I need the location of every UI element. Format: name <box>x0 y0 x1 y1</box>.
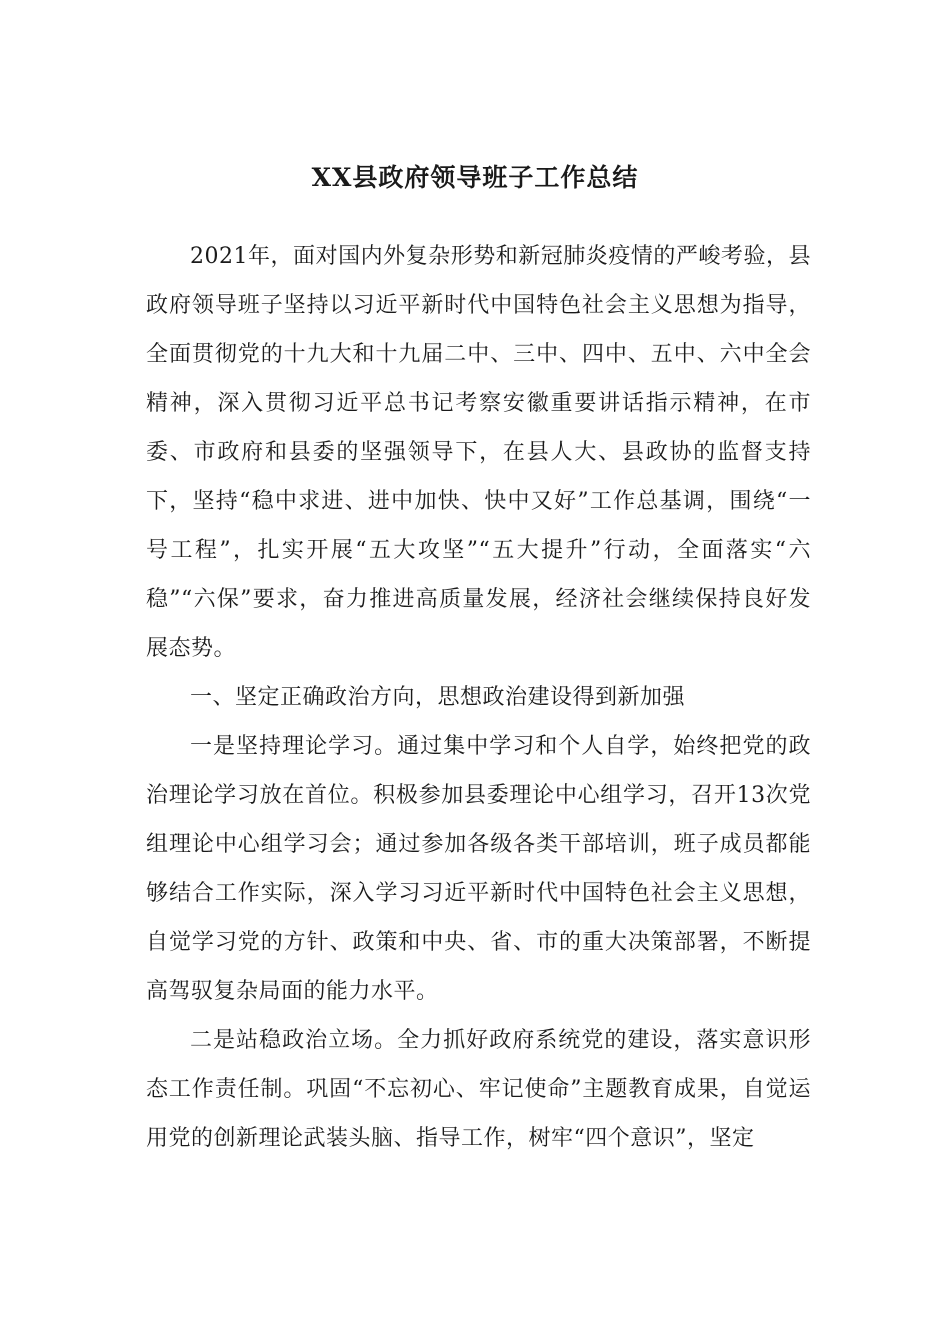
intro-paragraph: 2021年，面对国内外复杂形势和新冠肺炎疫情的严峻考验，县政府领导班子坚持以习近平新时代中国特色社会主义思想为指导，全面贯彻党的十九大和十九届二中、三中、四中、五中、六中全会精神，深入贯彻习近平总书记考察安徽重要讲话指示精神，在市委、市政府和县委的坚强领导下，在县人大、县政协的监督支持下，坚持“稳中求进、进中加快、快中又好”工作总基调，围绕“一号工程”，扎实开展“五大攻坚”“五大提升”行动，全面落实“六稳”“六保”要求，奋力推进高质量发展，经济社会继续保持良好发展态势。 <box>146 244 811 661</box>
body-paragraph: 二是站稳政治立场。全力抓好政府系统党的建设，落实意识形态工作责任制。巩固“不忘初心、牢记使命”主题教育成果，自觉运用党的创新理论武装头脑、指导工作，树牢“四个意识”，坚定 <box>146 1028 811 1151</box>
document-title: XX县政府领导班子工作总结 <box>311 163 639 192</box>
document-body <box>146 232 811 1163</box>
section-heading: 一、坚定正确政治方向，思想政治建设得到新加强 <box>190 685 686 710</box>
body-paragraph: 一是坚持理论学习。通过集中学习和个人自学，始终把党的政治理论学习放在首位。积极参加县委理论中心组学习，召开13次党组理论中心组学习会；通过参加各级各类干部培训，班子成员都能够结合工作实际，深入学习习近平新时代中国特色社会主义思想，自觉学习党的方针、政策和中央、省、市的重大决策部署，不断提高驾驭复杂局面的能力水平。 <box>146 734 811 1004</box>
